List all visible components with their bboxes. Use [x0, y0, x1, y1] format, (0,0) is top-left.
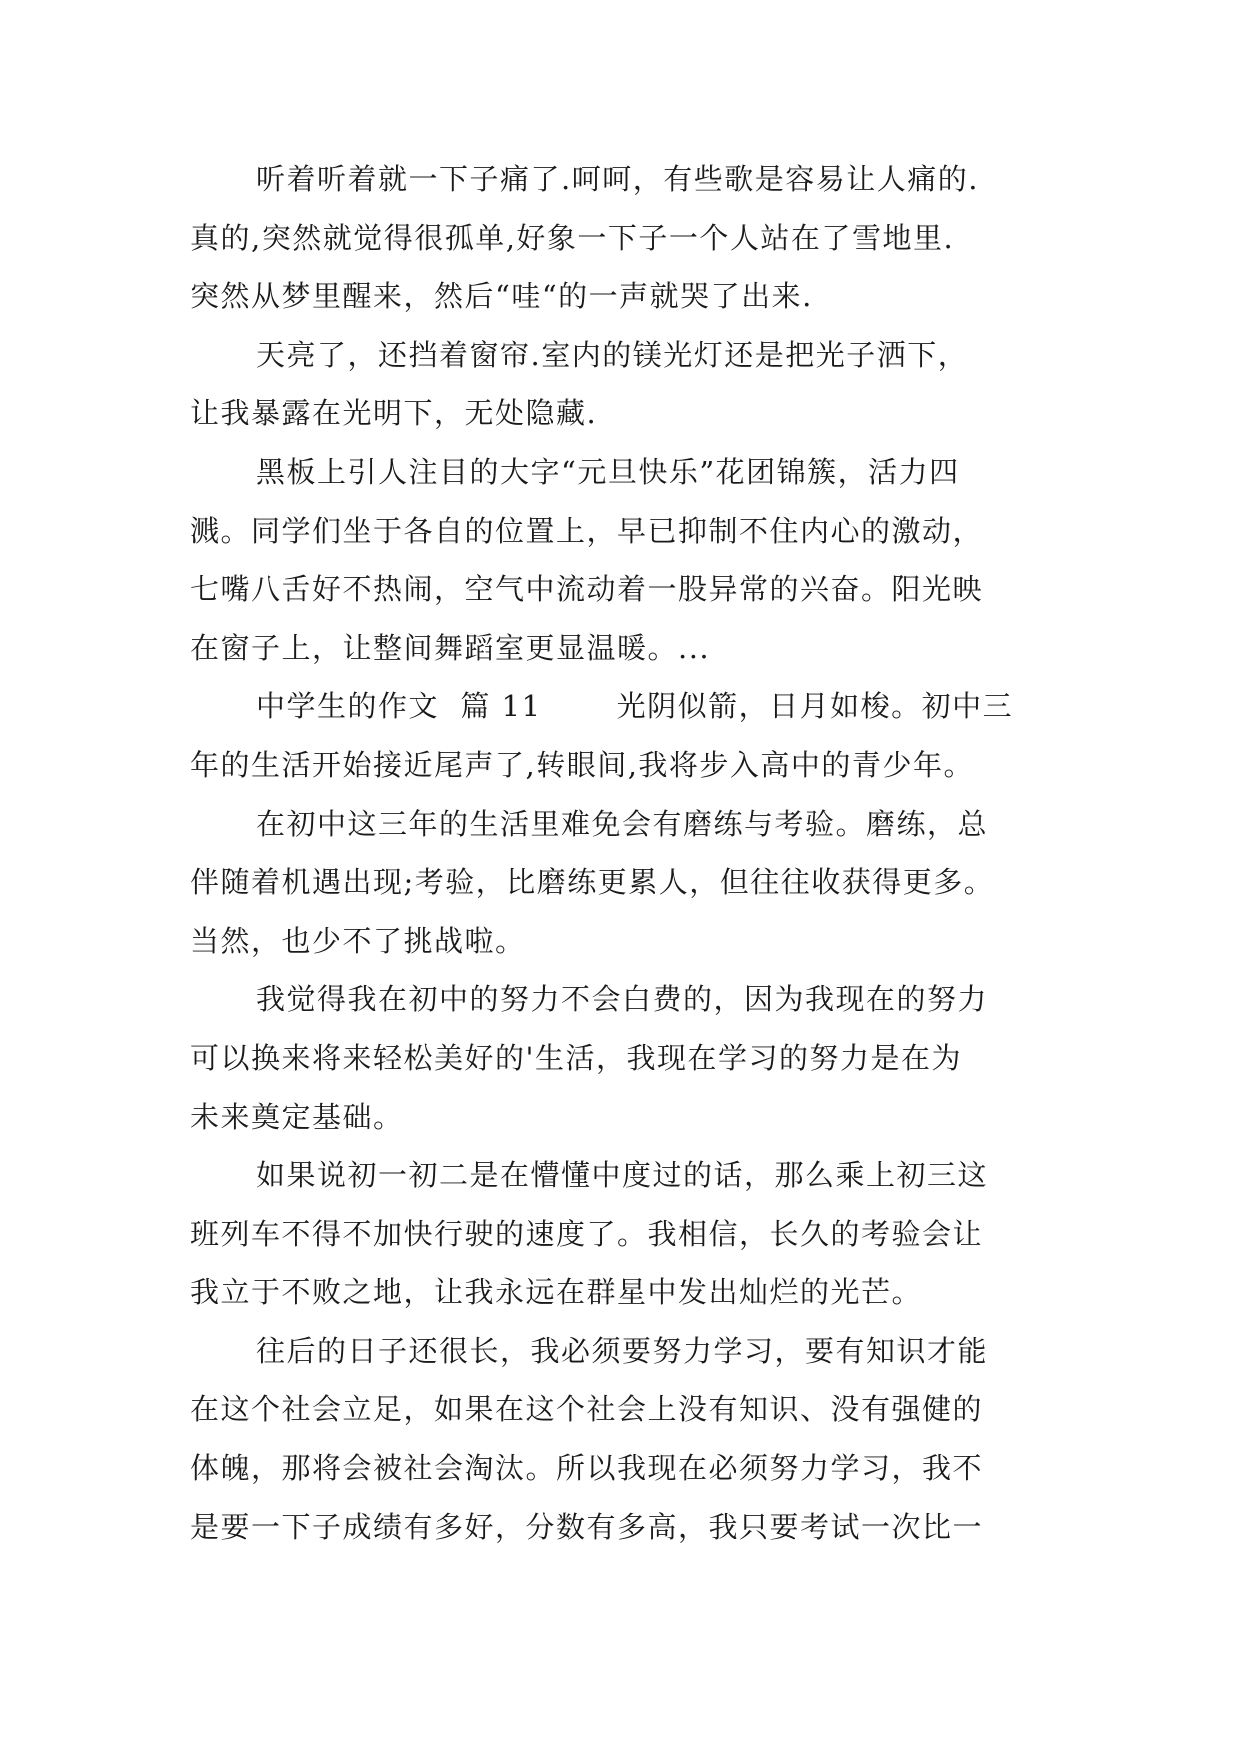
text-line: 真的,突然就觉得很孤单,好象一下子一个人站在了雪地里.	[190, 220, 955, 255]
text-line: 在初中这三年的生活里难免会有磨练与考验。磨练，总	[256, 806, 989, 841]
text-line: 如果说初一初二是在懵懂中度过的话，那么乘上初三这	[256, 1158, 989, 1193]
text-line: 伴随着机遇出现;考验，比磨练更累人，但往往收获得更多。	[190, 865, 995, 900]
text-line: 未来奠定基础。	[190, 1099, 404, 1134]
paragraph-5	[190, 795, 1070, 971]
text-line: 可以换来将来轻松美好的'生活，我现在学习的努力是在为	[190, 1040, 962, 1075]
text-line: 七嘴八舌好不热闹，空气中流动着一股异常的兴奋。阳光映	[190, 572, 984, 607]
text-line: 溅。同学们坐于各自的位置上，早已抑制不住内心的激动，	[190, 513, 984, 548]
paragraph-3	[190, 443, 1070, 677]
text-line: 我觉得我在初中的努力不会白费的，因为我现在的努力	[256, 982, 989, 1017]
text-line: 往后的日子还很长，我必须要努力学习，要有知识才能	[256, 1333, 989, 1368]
text-line: 听着听着就一下子痛了.呵呵，有些歌是容易让人痛的.	[256, 162, 979, 196]
text-line: 体魄，那将会被社会淘汰。所以我现在必须努力学习，我不	[190, 1451, 984, 1486]
text-line: 我立于不败之地，让我永远在群星中发出灿烂的光芒。	[190, 1275, 923, 1310]
paragraph-1	[190, 150, 1070, 326]
paragraph-8	[190, 1322, 1070, 1556]
paragraph-2	[190, 326, 1070, 443]
text-line: 当然，也少不了挑战啦。	[190, 923, 526, 958]
text-line: 让我暴露在光明下，无处隐藏.	[190, 396, 598, 431]
text-line: 黑板上引人注目的大字“元旦快乐”花团锦簇，活力四	[256, 454, 960, 489]
document-body	[190, 150, 1070, 1556]
text-line: 在窗子上，让整间舞蹈室更显温暖。...	[190, 630, 711, 665]
paragraph-6	[190, 970, 1070, 1146]
text-line: 在这个社会立足，如果在这个社会上没有知识、没有强健的	[190, 1392, 984, 1427]
text-line: 天亮了，还挡着窗帘.室内的镁光灯还是把光子洒下，	[256, 337, 969, 372]
text-line: 年的生活开始接近尾声了,转眼间,我将步入高中的青少年。	[190, 747, 974, 782]
text-line: 突然从梦里醒来，然后“哇“的一声就哭了出来.	[190, 279, 813, 314]
paragraph-7	[190, 1146, 1070, 1322]
text-line: 班列车不得不加快行驶的速度了。我相信，长久的考验会让	[190, 1216, 984, 1251]
text-line: 中学生的作文 篇 11 光阴似箭，日月如梭。初中三	[256, 689, 1014, 724]
text-line: 是要一下子成绩有多好，分数有多高，我只要考试一次比一	[190, 1509, 984, 1544]
paragraph-4	[190, 677, 1070, 794]
